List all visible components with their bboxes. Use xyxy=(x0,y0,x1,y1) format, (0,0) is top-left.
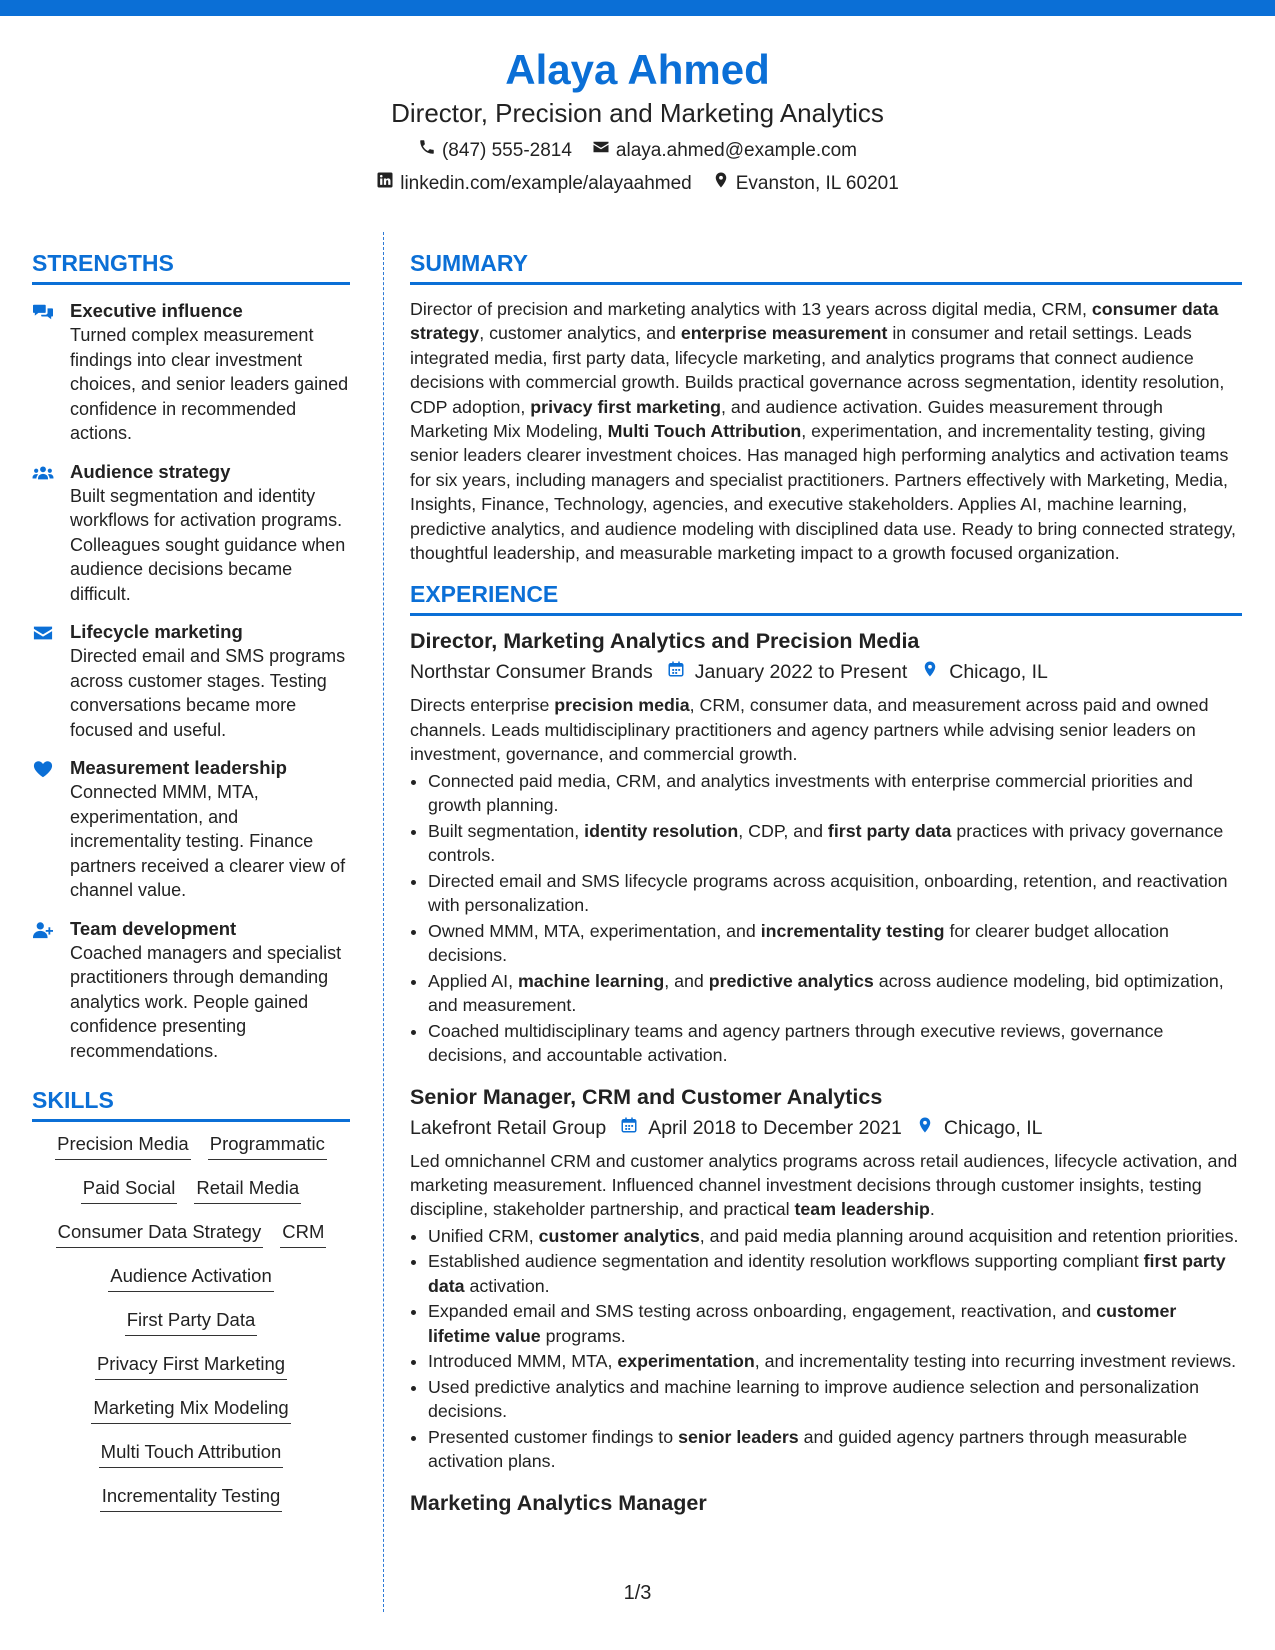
calendar-icon xyxy=(653,657,695,687)
job-description xyxy=(410,693,1242,766)
strength-title: Lifecycle marketing xyxy=(70,621,243,642)
heart-icon xyxy=(32,759,54,779)
text-run: practices with privacy governance controls. xyxy=(428,820,1224,866)
bold-text: first party data xyxy=(428,1251,1226,1296)
job-meta xyxy=(410,657,1242,687)
resume-header xyxy=(0,44,1275,196)
linkedin-icon xyxy=(376,171,394,196)
users-icon xyxy=(32,463,54,483)
text-run: Built segmentation, xyxy=(428,820,585,841)
skill-tag: Paid Social xyxy=(81,1176,178,1204)
bullet-item xyxy=(428,819,1242,868)
bold-text: consumer data strategy xyxy=(410,299,1219,344)
location-text: Evanston, IL 60201 xyxy=(735,172,899,194)
text-run: Presented customer findings to xyxy=(428,1426,679,1447)
text-run: , and audience activation. Guides measurement through Marketing Mix Modeling, xyxy=(410,396,1163,442)
text-run: , and xyxy=(664,970,709,991)
strength-item xyxy=(32,620,350,742)
text-run: for clearer budget allocation decisions. xyxy=(428,920,1169,966)
text-run: Established audience segmentation and identity resolution workflows supporting compliant xyxy=(428,1251,1144,1272)
job-description xyxy=(410,1149,1242,1222)
company-name: Northstar Consumer Brands xyxy=(410,661,653,684)
bold-text: team leadership xyxy=(794,1199,930,1220)
strength-item xyxy=(32,299,350,446)
skill-row xyxy=(32,1440,350,1468)
skill-tag: First Party Data xyxy=(125,1308,258,1336)
job-title: Senior Manager, CRM and Customer Analytics xyxy=(410,1084,883,1109)
skill-tag: Incrementality Testing xyxy=(100,1484,283,1512)
strength-description: Directed email and SMS programs across customer stages. Testing conversations became more focused and useful. xyxy=(70,646,346,740)
job-meta xyxy=(410,1113,1242,1143)
skill-row xyxy=(32,1132,350,1160)
phone-number: (847) 555-2814 xyxy=(441,139,572,161)
job-title: Marketing Analytics Manager xyxy=(410,1490,707,1515)
text-run: Unified CRM, xyxy=(428,1225,539,1246)
skill-tag: Marketing Mix Modeling xyxy=(91,1396,290,1424)
bold-text: machine learning xyxy=(517,970,665,991)
strength-title: Team development xyxy=(70,917,237,939)
text-run: Directed email and SMS lifecycle programs across acquisition, onboarding, retention, and reactivation with personalization. xyxy=(428,870,1228,916)
envelope-icon xyxy=(592,138,610,163)
text-run: , and incrementality testing into recurring investment reviews. xyxy=(754,1351,1237,1372)
text-run: Coached multidisciplinary teams and agency partners through executive reviews, governance decisions, and accountable activation. xyxy=(428,1020,1164,1066)
bullet-item xyxy=(428,1224,1242,1248)
map-marker-icon xyxy=(712,171,730,196)
bold-text: experimentation xyxy=(617,1351,755,1372)
comments-icon xyxy=(32,302,54,322)
candidate-title: Director, Precision and Marketing Analytics xyxy=(391,98,884,128)
skill-tag: Consumer Data Strategy xyxy=(56,1220,264,1248)
bold-text: enterprise measurement xyxy=(680,323,888,344)
skill-row xyxy=(32,1264,350,1292)
contact-row-2 xyxy=(0,171,1275,196)
job-bullets xyxy=(410,1224,1242,1474)
bullet-item xyxy=(428,919,1242,968)
skill-tag: Programmatic xyxy=(208,1132,327,1160)
bold-text: customer lifetime value xyxy=(428,1301,1177,1346)
skills-heading: SKILLS xyxy=(32,1085,350,1122)
text-run: Introduced MMM, MTA, xyxy=(428,1351,618,1372)
bullet-item xyxy=(428,1375,1242,1424)
text-run: Expanded email and SMS testing across onboarding, engagement, reactivation, and xyxy=(428,1301,1097,1322)
strengths-heading: STRENGTHS xyxy=(32,248,350,285)
page-number: 1/3 xyxy=(623,1582,652,1604)
bullet-item xyxy=(428,1299,1242,1348)
skill-row xyxy=(32,1176,350,1204)
strength-title: Measurement leadership xyxy=(70,757,287,778)
map-marker-icon xyxy=(907,657,949,687)
job-location: Chicago, IL xyxy=(949,661,1048,684)
linkedin-contact[interactable] xyxy=(376,171,692,196)
text-run: in consumer and retail settings. Leads integrated media, first party data, lifecycle marketing, and analytics programs that connect audience decisions with commercial growth. Builds practical governance across segmentation, identity resolution, CDP adoption, xyxy=(410,323,1225,417)
strength-description: Coached managers and specialist practitioners through demanding analytics work. People gained confidence presenting recommendations. xyxy=(70,942,342,1061)
calendar-icon xyxy=(606,1113,648,1143)
text-run: Used predictive analytics and machine learning to improve audience selection and personalization decisions. xyxy=(428,1376,1199,1422)
text-run: activation. xyxy=(464,1275,550,1296)
bold-text: Multi Touch Attribution xyxy=(607,421,802,442)
bullet-item xyxy=(428,1019,1242,1068)
skill-tag: Retail Media xyxy=(194,1176,301,1204)
job-location: Chicago, IL xyxy=(943,1116,1043,1139)
candidate-name: Alaya Ahmed xyxy=(505,46,770,93)
bullet-item xyxy=(428,769,1242,818)
job-entry xyxy=(410,1082,1242,1474)
skill-tag: Audience Activation xyxy=(108,1264,273,1292)
text-run: across audience modeling, bid optimization, and measurement. xyxy=(428,970,1224,1016)
bold-text: precision media xyxy=(554,695,690,716)
user-plus-icon xyxy=(32,920,54,940)
strength-title: Audience strategy xyxy=(70,460,231,482)
bold-text: predictive analytics xyxy=(708,970,874,991)
strength-description: Built segmentation and identity workflows for activation programs. Colleagues sought guidance when audience decisions became difficult. xyxy=(70,485,346,604)
skill-tag: CRM xyxy=(280,1220,326,1248)
strength-description: Turned complex measurement findings into clear investment choices, and senior leaders gained confidence in recommended actions. xyxy=(70,325,349,443)
text-run: , CRM, consumer data, and measurement across paid and owned channels. Leads multidisciplinary practitioners and agency partners while advising senior leaders on investment, governance, and commercial growth. xyxy=(410,695,1209,765)
phone-contact xyxy=(418,138,572,163)
bold-text: privacy first marketing xyxy=(530,396,722,417)
text-run: , CDP, and xyxy=(738,820,828,841)
bullet-item xyxy=(428,1349,1242,1373)
experience-heading: EXPERIENCE xyxy=(410,579,1242,616)
strength-item xyxy=(32,460,350,607)
phone-icon xyxy=(418,138,436,163)
bold-text: first party data xyxy=(827,820,952,841)
company-name: Lakefront Retail Group xyxy=(410,1116,607,1139)
job-entry xyxy=(410,626,1242,1067)
skill-row xyxy=(32,1308,350,1336)
bold-text: incrementality testing xyxy=(760,920,945,941)
text-run: . xyxy=(929,1199,935,1220)
job-title: Director, Marketing Analytics and Precision Media xyxy=(410,629,920,654)
bullet-item xyxy=(428,969,1242,1018)
skill-row xyxy=(32,1484,350,1512)
text-run: , and paid media planning around acquisition and retention priorities. xyxy=(699,1225,1239,1246)
column-divider xyxy=(383,232,384,1612)
job-dates: April 2018 to December 2021 xyxy=(648,1116,902,1139)
text-run: Director of precision and marketing analytics with 13 years across digital media, CRM, xyxy=(410,299,1092,319)
bold-text: customer analytics xyxy=(538,1225,700,1246)
skill-tag: Multi Touch Attribution xyxy=(99,1440,284,1468)
email-address[interactable]: alaya.ahmed@example.com xyxy=(615,139,857,161)
strength-item xyxy=(32,917,350,1064)
linkedin-url[interactable]: linkedin.com/example/alayaahmed xyxy=(400,172,692,194)
text-run: Owned MMM, MTA, experimentation, and xyxy=(428,920,761,941)
strengths-list xyxy=(32,299,350,1063)
skill-tag: Precision Media xyxy=(55,1132,191,1160)
strength-description: Connected MMM, MTA, experimentation, and incrementality testing. Finance partners received a clearer view of channel value. xyxy=(70,782,346,900)
bullet-item xyxy=(428,1249,1242,1298)
skills-list xyxy=(32,1132,350,1512)
text-run: Applied AI, xyxy=(428,970,518,991)
skill-row xyxy=(32,1396,350,1424)
bullet-item xyxy=(428,1425,1242,1474)
skill-row xyxy=(32,1220,350,1248)
bold-text: identity resolution xyxy=(584,820,739,841)
left-column xyxy=(32,248,350,1528)
strength-item xyxy=(32,756,350,903)
text-run: , customer analytics, and xyxy=(479,323,681,344)
top-accent-bar xyxy=(0,0,1275,16)
summary-heading: SUMMARY xyxy=(410,248,1242,285)
text-run: Connected paid media, CRM, and analytics investments with enterprise commercial priorities and growth planning. xyxy=(428,770,1193,816)
location-contact xyxy=(712,171,899,196)
bullet-item xyxy=(428,869,1242,918)
text-run: , experimentation, and incrementality testing, giving senior leaders clearer investment choices. Has managed high performing analytics and activation teams for six years, including managers and specialist practitioners. Partners effectively with Marketing, Media, Insights, Finance, Technology, agencies, and executive stakeholders. Applies AI, machine learning, predictive analytics, and audience modeling with disciplined data use. Ready to bring connected strategy, thoughtful leadership, and measurable marketing impact to a growth focused organization. xyxy=(410,421,1237,564)
job-bullets xyxy=(410,769,1242,1068)
bold-text: senior leaders xyxy=(678,1426,799,1447)
text-run: and guided agency partners through measurable activation plans. xyxy=(428,1426,1188,1472)
job-entry xyxy=(410,1488,1242,1518)
contact-row-1 xyxy=(0,138,1275,163)
envelope-icon xyxy=(32,623,54,643)
experience-list xyxy=(410,626,1242,1517)
skill-row xyxy=(32,1352,350,1380)
text-run: Led omnichannel CRM and customer analytics programs across retail audiences, lifecycle activation, and marketing measurement. Influenced channel investment decisions through customer insights, testing discipline, stakeholder partnership, and practical xyxy=(410,1150,1238,1220)
skill-tag: Privacy First Marketing xyxy=(95,1352,287,1380)
text-run: programs. xyxy=(540,1325,626,1346)
text-run: Directs enterprise xyxy=(410,695,555,716)
strength-title: Executive influence xyxy=(70,300,243,321)
email-contact[interactable] xyxy=(592,138,857,163)
right-column xyxy=(410,248,1242,1518)
map-marker-icon xyxy=(902,1113,944,1143)
summary-text xyxy=(410,297,1242,565)
job-dates: January 2022 to Present xyxy=(694,661,908,684)
